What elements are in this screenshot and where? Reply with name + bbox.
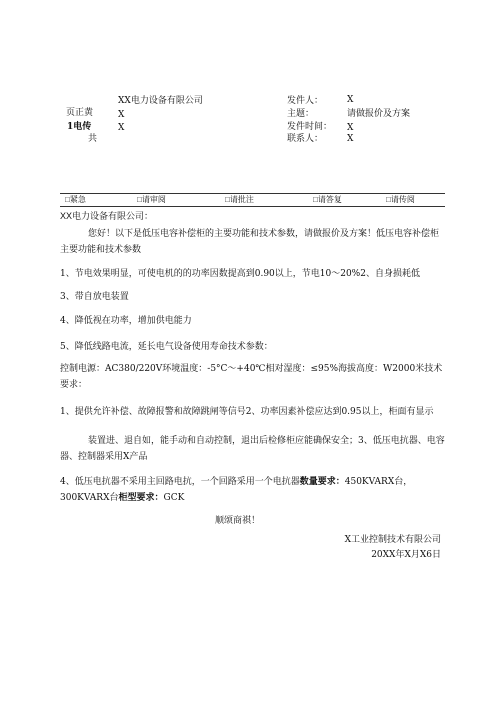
- intro-paragraph: 您好！以下是低压电容补偿柜的主要功能和技术参数，请做报价及方案！低压电容补偿柜主要功能和技术参数: [60, 229, 440, 255]
- closing: 顺颂商祺！: [215, 516, 261, 526]
- signature-company: X工业控制技术有限公司: [344, 535, 441, 545]
- signature-date: 20XX年X月X6日: [371, 550, 441, 560]
- option-reply[interactable]: □请答复: [313, 195, 342, 204]
- label-subject: 主题：: [287, 109, 315, 119]
- item-1: 1、节电效果明显，可使电机的的功率因数提高到0.90以上，节电10〜20%2、自身损耗低: [60, 269, 420, 279]
- option-urgent[interactable]: □紧急: [65, 195, 86, 204]
- divider-bottom: [60, 206, 445, 207]
- option-circulate[interactable]: □请传阅: [386, 195, 415, 204]
- value-send-time: X: [347, 123, 354, 133]
- requirement-1-continued: 装置进、退自如，能手动和自动控制，退出后检修柜应能确保安全；3、低压电抗器、电容器、控制器采用X产品: [60, 436, 445, 462]
- item-4: 4、降低视在功率，增加供电能力: [60, 316, 192, 326]
- header-left-value-2: X: [118, 123, 125, 133]
- quantity-value: 450KVARX台，300KVARX台: [60, 477, 413, 503]
- sender-company: XX电力设备有限公司: [118, 96, 203, 106]
- option-review[interactable]: □请审阅: [137, 195, 166, 204]
- label-contact: 联系人：: [287, 134, 324, 144]
- requirement-4: [60, 474, 445, 506]
- value-subject: 请做报价及方案: [347, 109, 411, 119]
- item-3: 3、带自放电装置: [60, 292, 129, 302]
- header-left-value-1: X: [118, 110, 125, 120]
- header-left-label-2: 共: [88, 134, 98, 144]
- cabinet-type-value: GCK: [163, 493, 185, 503]
- option-comment[interactable]: □请批注: [225, 195, 254, 204]
- item-5: 5、降低线路电流，延长电气设备使用寿命技术参数：: [60, 342, 273, 352]
- requirement-1: 1、提供允许补偿、故障报警和故障跳闸等信号2、功率因素补偿应达到0.95以上，柜面有显示: [60, 407, 434, 417]
- header-left-label-1: 1电传: [67, 122, 92, 132]
- label-sender: 发件人：: [287, 96, 324, 106]
- cabinet-type-label: 柜型要求：: [118, 493, 164, 503]
- requirement-4-text: 4、低压电抗器不采用主回路电抗，一个回路采用一个电抗器: [60, 477, 300, 487]
- quantity-label: 数量要求：: [299, 477, 345, 487]
- control-spec: 控制电源：AC380/220V环境温度：-5°C〜+40℃相对湿度：≤95%海拔高度：W2000米技术要求：: [60, 364, 443, 390]
- salutation: XX电力设备有限公司：: [60, 211, 154, 221]
- value-contact: X: [347, 134, 354, 144]
- header-left-label-0: 页正黄: [66, 108, 94, 118]
- value-sender: X: [347, 95, 354, 105]
- label-send-time: 发件时间：: [287, 122, 333, 132]
